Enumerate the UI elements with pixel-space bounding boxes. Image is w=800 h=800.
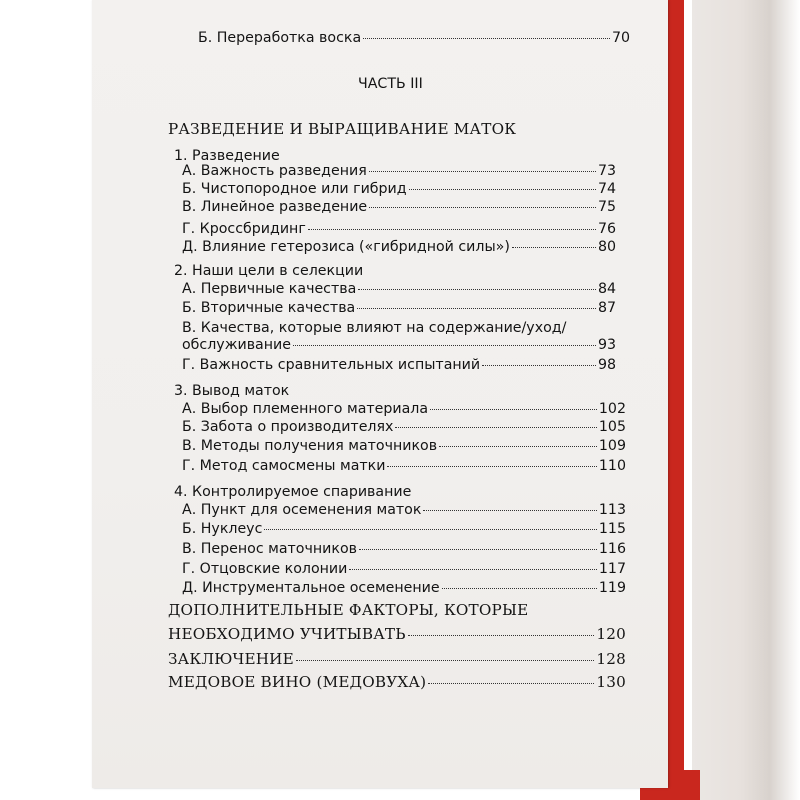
toc-entry[interactable]: А. Выбор племенного материала 102 [182,401,626,417]
toc-entry[interactable]: А. Пункт для осеменения маток 113 [182,502,626,518]
toc-entry[interactable]: обслуживание 93 [182,337,616,353]
background-left [0,0,86,800]
toc-entry[interactable]: Б. Чистопородное или гибрид 74 [182,181,616,197]
book-cover-edge [668,0,684,800]
toc-entry-label-line1: В. Качества, которые влияют на содержание/уход/ [182,320,567,336]
chapter-title: 4. Контролируемое спаривание [174,484,412,500]
toc-entry[interactable]: Г. Метод самосмены матки 110 [182,458,626,474]
toc-entry[interactable]: Г. Важность сравнительных испытаний 98 [182,357,616,373]
chapter-title: 2. Наши цели в селекции [174,263,364,279]
toc-entry-page: 70 [611,30,630,46]
toc-section-entry[interactable]: НЕОБХОДИМО УЧИТЫВАТЬ 120 [168,625,626,643]
background-right [692,0,800,800]
toc-entry[interactable]: В. Перенос маточников 116 [182,541,626,557]
toc-section-entry[interactable]: МЕДОВОЕ ВИНО (МЕДОВУХА) 130 [168,673,626,691]
toc-entry[interactable]: Б. Нуклеус 115 [182,521,626,537]
toc-entry[interactable]: Г. Отцовские колонии 117 [182,561,626,577]
toc-entry[interactable]: Г. Кроссбридинг 76 [182,221,616,237]
toc-entry[interactable]: Д. Влияние гетерозиса («гибридной силы») 80 [182,239,616,255]
toc-entry[interactable]: Д. Инструментальное осеменение 119 [182,580,626,596]
section-title-line1: ДОПОЛНИТЕЛЬНЫЕ ФАКТОРЫ, КОТОРЫЕ [168,601,529,619]
toc-entry[interactable]: В. Методы получения маточников 109 [182,438,626,454]
toc-entry[interactable] [198,30,630,46]
toc-entry[interactable]: Б. Забота о производителях 105 [182,419,626,435]
toc-entry[interactable]: А. Важность разведения 73 [182,163,616,179]
toc-entry[interactable]: А. Первичные качества 84 [182,281,616,297]
toc-entry-label: Б. Переработка воска [198,30,362,46]
toc-entry[interactable]: В. Линейное разведение 75 [182,199,616,215]
chapter-title: 3. Вывод маток [174,383,290,399]
book-page [92,0,668,788]
chapter-title: 1. Разведение [174,148,280,164]
toc-section-entry[interactable]: ЗАКЛЮЧЕНИЕ 128 [168,650,626,668]
part-title: ЧАСТЬ III [358,76,423,92]
toc-entry[interactable]: Б. Вторичные качества 87 [182,300,616,316]
section-title: РАЗВЕДЕНИЕ И ВЫРАЩИВАНИЕ МАТОК [168,120,517,138]
